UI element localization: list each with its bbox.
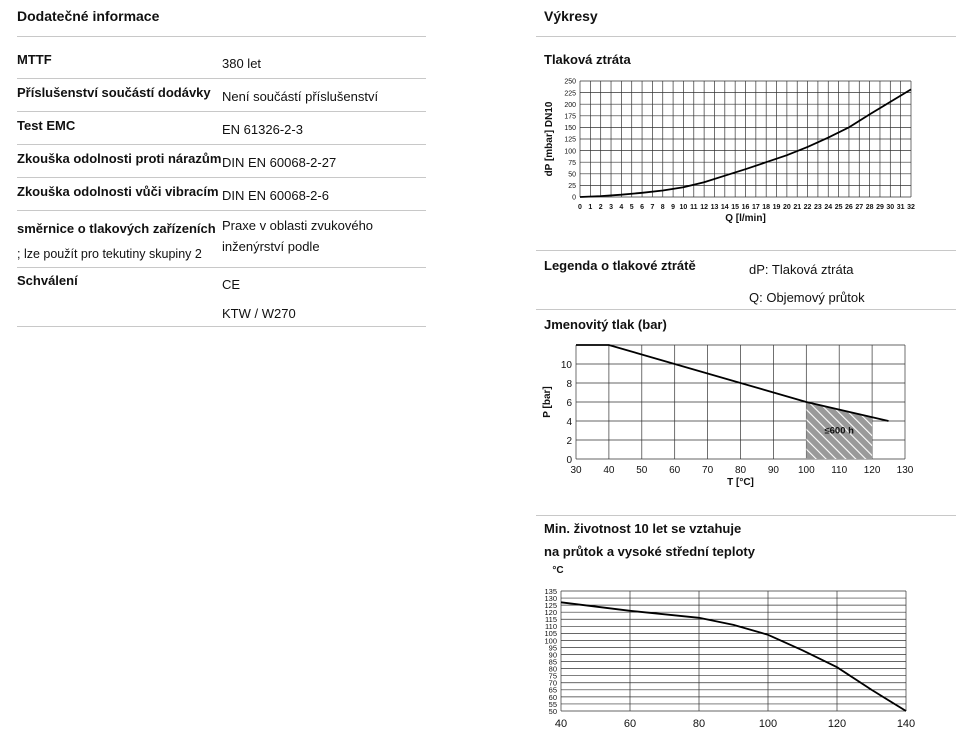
x-tick-label: 15 [731, 204, 740, 211]
x-tick-label: 22 [803, 204, 812, 211]
y-tick-label: 60 [548, 692, 557, 702]
x-tick-label: 30 [570, 465, 582, 476]
row-value-vibration: DIN EN 60068-2-6 [222, 188, 329, 203]
y-tick-label: 95 [548, 643, 557, 653]
lifetime-title-line2: na průtok a vysoké střední teploty [544, 544, 755, 559]
x-tick-label: 18 [762, 204, 771, 211]
x-tick-label: 120 [827, 718, 847, 730]
series-line [561, 602, 906, 711]
row-label-emc: Test EMC [17, 118, 76, 133]
x-tick-label: 90 [767, 465, 779, 476]
x-tick-label: 17 [751, 204, 760, 211]
x-tick-label: 23 [814, 204, 822, 211]
row-label-vibration: Zkouška odolnosti vůči vibracím [17, 184, 219, 199]
y-tick-label: 80 [548, 664, 557, 674]
row-value-emc: EN 61326-2-3 [222, 122, 303, 137]
x-tick-label: 11 [690, 204, 698, 211]
x-tick-label: 2 [598, 204, 603, 211]
x-tick-label: 19 [772, 204, 781, 211]
y-tick-label: 125 [564, 136, 576, 144]
legend-q: Q: Objemový průtok [749, 290, 865, 305]
x-tick-label: 140 [896, 718, 916, 730]
x-tick-label: 40 [554, 718, 568, 730]
x-tick-label: 26 [845, 204, 853, 211]
y-tick-label: 85 [548, 657, 557, 667]
y-axis-label: dP [mbar] DN10 [544, 101, 555, 177]
lifetime-title-line1: Min. životnost 10 let se vztahuje [544, 521, 742, 536]
y-tick-label: 175 [564, 113, 576, 121]
nominal-pressure-title: Jmenovitý tlak (bar) [544, 317, 667, 332]
y-tick-label: 50 [548, 706, 557, 716]
x-tick-label: 20 [782, 204, 791, 211]
pressure-loss-title: Tlaková ztráta [544, 52, 631, 67]
x-tick-label: 13 [710, 204, 719, 211]
y-tick-label: 250 [564, 78, 576, 86]
x-tick-label: 70 [702, 465, 714, 476]
row-label-pressure-directive: směrnice o tlakových zařízeních [17, 221, 216, 236]
y-tick-label: 90 [548, 650, 557, 660]
y-tick-label: 225 [564, 90, 576, 98]
additional-info-title: Dodatečné informace [17, 8, 160, 24]
y-tick-label: 75 [548, 671, 557, 681]
x-tick-label: 80 [692, 718, 706, 730]
y-tick-label: 0 [572, 194, 576, 202]
x-tick-label: 32 [907, 204, 915, 211]
y-tick-label: 6 [566, 397, 572, 409]
y-tick-label: 10 [560, 359, 572, 371]
x-tick-label: 60 [623, 718, 637, 730]
y-tick-label: 2 [566, 435, 572, 447]
row-label-mttf: MTTF [17, 52, 52, 67]
y-tick-label: 25 [568, 183, 576, 191]
y-tick-label: 105 [544, 629, 557, 639]
x-tick-label: 4 [619, 204, 624, 211]
row-value-mttf: 380 let [222, 56, 262, 71]
y-tick-label: 135 [544, 586, 557, 596]
y-axis-label: °C [552, 565, 564, 576]
legend-dp: dP: Tlaková ztráta [749, 262, 854, 277]
x-tick-label: 0 [578, 204, 582, 211]
x-tick-label: 3 [609, 204, 613, 211]
y-tick-label: 130 [544, 593, 557, 603]
x-tick-label: 8 [660, 204, 665, 211]
x-tick-label: 50 [636, 465, 648, 476]
x-tick-label: 130 [896, 465, 914, 476]
y-tick-label: 100 [564, 148, 576, 156]
row-value-pressure-directive-line2: inženýrství podle [222, 239, 320, 254]
x-tick-label: 28 [865, 204, 874, 211]
x-tick-label: 60 [669, 465, 681, 476]
x-tick-label: 5 [629, 204, 634, 211]
y-tick-label: 8 [566, 378, 572, 390]
x-tick-label: 14 [720, 204, 729, 211]
y-tick-label: 75 [568, 159, 576, 167]
y-tick-label: 125 [544, 601, 557, 611]
row-value-approvals-ktw: KTW / W270 [222, 306, 296, 321]
x-tick-label: 30 [886, 204, 895, 211]
x-tick-label: 12 [700, 204, 709, 211]
x-tick-label: 21 [793, 204, 802, 211]
row-label-approvals: Schválení [17, 273, 78, 288]
y-tick-label: 55 [548, 699, 557, 709]
x-tick-label: 80 [734, 465, 747, 476]
row-label-shock: Zkouška odolnosti proti nárazům [17, 151, 222, 166]
y-tick-label: 50 [568, 171, 576, 179]
y-tick-label: 70 [548, 678, 557, 688]
x-tick-label: 29 [876, 204, 884, 211]
row-value-pressure-directive: Praxe v oblasti zvukového [222, 218, 374, 233]
row-label-accessories: Příslušenství součástí dodávky [17, 85, 211, 100]
x-tick-label: 120 [863, 465, 881, 476]
x-tick-label: 10 [679, 204, 688, 211]
x-tick-label: 7 [650, 204, 655, 211]
y-tick-label: 115 [545, 615, 557, 625]
x-tick-label: 24 [824, 204, 833, 211]
x-tick-label: 1 [588, 204, 593, 211]
row-value-shock: DIN EN 60068-2-27 [222, 155, 337, 170]
y-tick-label: 100 [544, 636, 557, 646]
drawings-title: Výkresy [544, 8, 598, 24]
hatched-region-label: ≤600 h [824, 425, 854, 437]
x-tick-label: 40 [603, 465, 615, 476]
legend-title: Legenda o tlakové ztrátě [544, 258, 696, 273]
row-value-accessories: Není součástí příslušenství [222, 89, 379, 104]
x-tick-label: 100 [797, 465, 815, 476]
x-axis-label: Q [l/min] [725, 213, 766, 224]
y-tick-label: 110 [545, 622, 557, 632]
y-tick-label: 200 [564, 101, 576, 109]
y-tick-label: 0 [566, 454, 572, 466]
x-tick-label: 16 [741, 204, 750, 211]
y-axis-label: P [bar] [542, 386, 553, 418]
x-tick-label: 31 [896, 204, 905, 211]
x-tick-label: 100 [758, 718, 778, 730]
x-tick-label: 25 [834, 204, 843, 211]
y-tick-label: 65 [548, 685, 557, 695]
y-tick-label: 120 [544, 608, 557, 618]
y-tick-label: 4 [566, 416, 572, 428]
x-tick-label: 110 [831, 465, 848, 476]
row-value-approvals-ce: CE [222, 277, 241, 292]
x-tick-label: 6 [640, 204, 645, 211]
row-label-pressure-directive-line2: ; lze použít pro tekutiny skupiny 2 [17, 247, 202, 261]
x-tick-label: 9 [671, 204, 676, 211]
y-tick-label: 150 [564, 125, 576, 133]
x-axis-label: T [°C] [727, 477, 754, 488]
x-tick-label: 27 [855, 204, 864, 211]
